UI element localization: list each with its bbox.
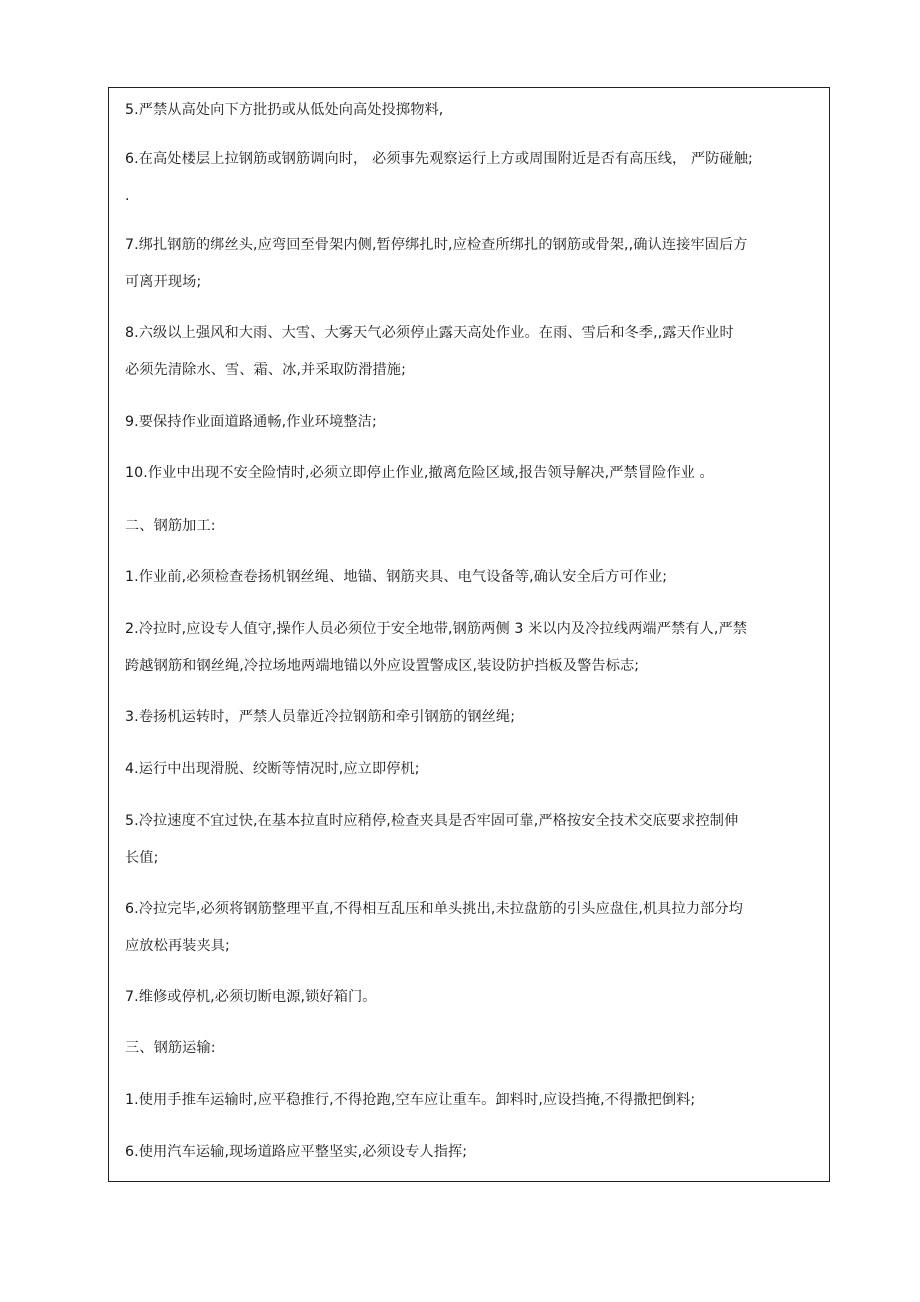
text-line: 应放松再装夹具; [125, 938, 230, 954]
text-line: 4.运行中出现滑脱、绞断等情况时,应立即停机; [125, 761, 420, 777]
text-line: 1.使用手推车运输时,应平稳推行,不得抢跑,空车应让重车。卸料时,应设挡掩,不得撒把倒料; [125, 1092, 696, 1108]
text-line: 5.冷拉速度不宜过快,在基本拉直时应稍停,检查夹具是否牢固可靠,严格按安全技术交底要求控制伸 [125, 813, 739, 829]
text-line: 8.六级以上强风和大雨、大雪、大雾天气必须停止露天高处作业。在雨、雪后和冬季,,露天作业时 [125, 325, 734, 341]
text-line: 6.冷拉完毕,必须将钢筋整理平直,不得相互乱压和单头挑出,未拉盘筋的引头应盘住,机具拉力部分均 [125, 901, 743, 917]
text-line: 2.冷拉时,应设专人值守,操作人员必须位于安全地带,钢筋两侧 3 米以内及冷拉线两端严禁有人,严禁 [125, 621, 748, 637]
text-line: 6.在高处楼层上拉钢筋或钢筋调向时， 必须事先观察运行上方或周围附近是否有高压线， 严防碰触; [125, 151, 753, 167]
document-frame [108, 87, 830, 1182]
text-line: 7.绑扎钢筋的绑丝头,应弯回至骨架内侧,暂停绑扎时,应检查所绑扎的钢筋或骨架,,确认连接牢固后方 [125, 237, 748, 253]
section-heading: 二、钢筋加工: [125, 518, 216, 534]
text-line: 10.作业中出现不安全险情时,必须立即停止作业,撤离危险区域,报告领导解决,严禁冒险作业 。 [125, 465, 714, 481]
text-line: 可离开现场; [125, 274, 202, 290]
text-line: 9.要保持作业面道路通畅,作业环境整洁; [125, 414, 377, 430]
text-line: 7.维修或停机,必须切断电源,锁好箱门。 [125, 989, 377, 1005]
text-line: . [125, 188, 130, 204]
text-line: 5.严禁从高处向下方批扔或从低处向高处投掷物料, [125, 102, 444, 118]
text-line: 跨越钢筋和钢丝绳,冷拉场地两端地锚以外应设置警成区,装设防护挡板及警告标志; [125, 658, 640, 674]
text-line: 必须先清除水、雪、霜、冰,并采取防滑措施; [125, 362, 406, 378]
text-line: 6.使用汽车运输,现场道路应平整坚实,必须设专人指挥; [125, 1144, 468, 1160]
section-heading: 三、钢筋运输: [125, 1040, 216, 1056]
text-line: 长值; [125, 850, 159, 866]
text-line: 3.卷扬机运转时，严禁人员靠近冷拉钢筋和牵引钢筋的钢丝绳; [125, 709, 516, 725]
text-line: 1.作业前,必须检查卷扬机钢丝绳、地锚、钢筋夹具、电气设备等,确认安全后方可作业; [125, 569, 668, 585]
